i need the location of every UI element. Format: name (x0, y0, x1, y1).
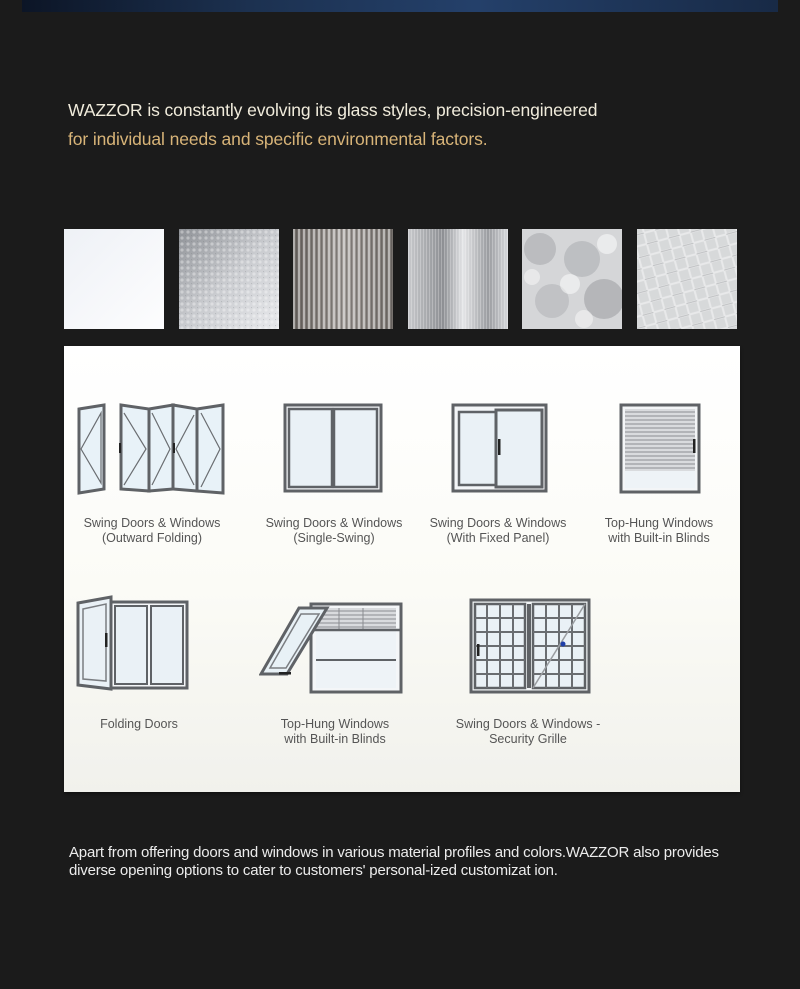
glass-swatch-stippled (179, 229, 279, 329)
folding-doors-illustration (75, 595, 190, 693)
top-hung-window-illustration (259, 602, 404, 694)
footer-line-1: Apart from offering doors and windows in various material profiles and colors.WAZZOR also provides (69, 844, 719, 861)
caption-single-swing: Swing Doors & Windows (Single-Swing) (265, 516, 403, 545)
caption-fixed-panel: Swing Doors & Windows (With Fixed Panel) (429, 516, 567, 545)
intro-line-2: for individual needs and specific environmental factors. (68, 129, 488, 149)
security-grille-illustration (469, 598, 591, 694)
fixed-panel-illustration (451, 403, 548, 493)
opening-options-panel (64, 346, 740, 792)
built-in-blinds-illustration (619, 403, 701, 494)
footer-text (69, 844, 769, 880)
caption-top-hung-blinds: Top-Hung Windows with Built-in Blinds (604, 516, 714, 545)
intro-line-1: WAZZOR is constantly evolving its glass styles, precision-engineered (68, 100, 598, 120)
glass-swatch-clear (64, 229, 164, 329)
glass-swatch-reeded (293, 229, 393, 329)
top-banner-edge (22, 0, 778, 12)
intro-text (68, 96, 748, 154)
caption-outward-folding: Swing Doors & Windows (Outward Folding) (83, 516, 221, 545)
caption-top-hung-windows: Top-Hung Windows with Built-in Blinds (280, 717, 390, 746)
glass-swatch-diamond (637, 229, 737, 329)
caption-folding-doors: Folding Doors (100, 717, 178, 731)
glass-swatch-mottled (522, 229, 622, 329)
caption-security-grille: Swing Doors & Windows - Security Grille (455, 717, 601, 746)
single-swing-illustration (283, 403, 383, 493)
footer-line-2: diverse opening options to cater to customers' personal-ized customizat ion. (69, 862, 558, 879)
glass-swatch-row (64, 229, 737, 329)
glass-swatch-brushed (408, 229, 508, 329)
outward-folding-illustration (77, 403, 227, 495)
